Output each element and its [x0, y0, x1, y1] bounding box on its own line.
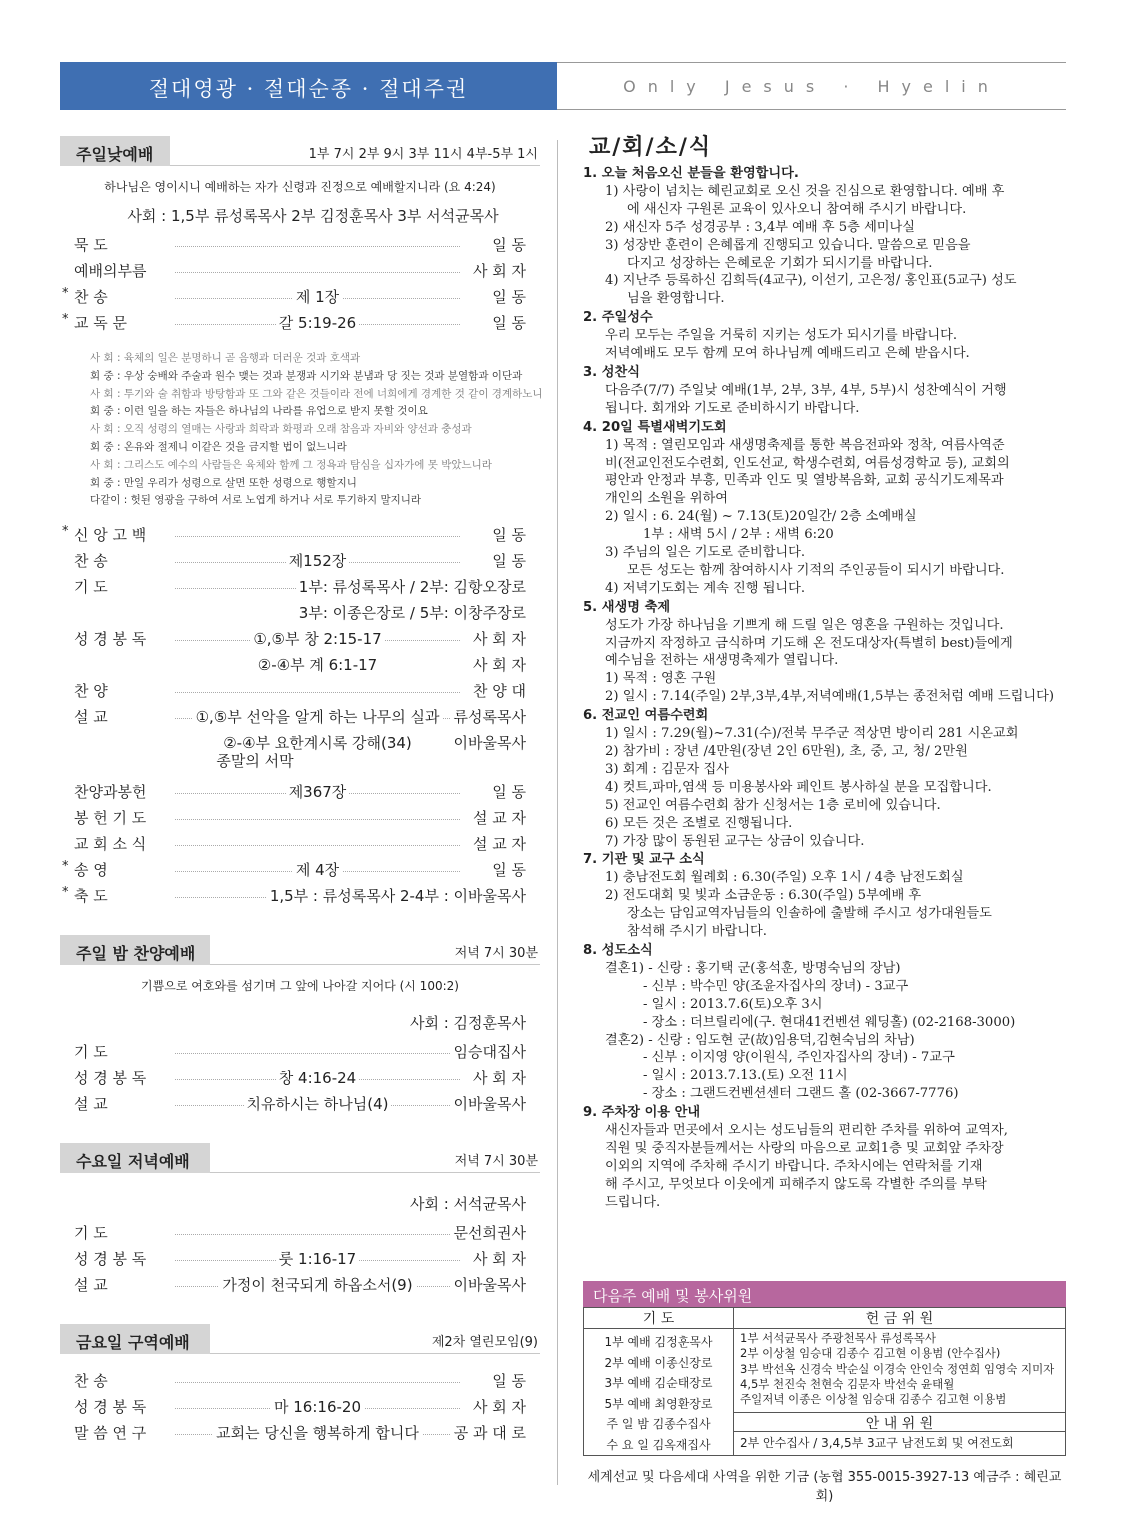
tagline-text: Only Jesus · Hyelin — [623, 77, 1000, 96]
required-marker: * — [62, 312, 69, 327]
order-row — [60, 1420, 540, 1446]
news-line: - 장소 : 그랜드컨벤션센터 그랜드 홀 (02-3667-7776) — [643, 1086, 959, 1102]
news-line: 장소는 담임교역자님들의 인솔하에 출발해 주시고 성가대원들도 — [627, 906, 992, 922]
order-row — [60, 1246, 540, 1272]
order-label: 기 도 — [74, 1043, 108, 1062]
order-label: 교 회 소 식 — [74, 835, 147, 854]
offering-item: 4,5부 천진숙 천현숙 김문자 박선숙 윤태월 — [740, 1376, 955, 1391]
offering-footer: 세계선교 및 다음세대 사역을 위한 기금 (농협 355-0015-3927-13 예금주 : 혜린교회) — [587, 1470, 1062, 1504]
order-label: 성 경 봉 독 — [74, 1250, 147, 1269]
usher-head: 안 내 위 원 — [734, 1413, 1065, 1432]
order-label: 설 교 — [74, 708, 108, 727]
order-list — [60, 779, 540, 909]
news-line: 다음주(7/7) 주일낮 예배(1부, 2부, 3부, 4부, 5부)시 성찬예식이 거행 — [605, 382, 1007, 398]
order-leader: 일 동 — [489, 286, 526, 307]
order-leader: 임승대집사 — [451, 1041, 526, 1062]
offering-item: 주일저녁 이종은 이상철 임승대 김종수 김고현 이용범 — [740, 1392, 1007, 1407]
order-label: 찬 송 — [74, 1372, 108, 1391]
order-label: 봉 헌 기 도 — [74, 809, 147, 828]
order-leader: 이바울목사 — [451, 1093, 526, 1114]
order-row — [60, 600, 540, 626]
order-detail: 제367장 — [175, 781, 460, 802]
news-line: 됩니다. 회개와 기도로 준비하시기 바랍니다. — [605, 400, 860, 416]
order-detail: ①,⑤부 창 2:15-17 — [175, 628, 460, 649]
order-detail: ①,⑤부 선악을 알게 하는 나무의 실과 — [175, 706, 460, 727]
dot-leader — [175, 536, 460, 537]
required-marker: * — [62, 859, 69, 875]
wed-host: 사회 : 서석균목사 — [409, 1195, 526, 1214]
reading-line: 다같이 : 헛된 영광을 구하여 서로 노엽게 하거나 서로 투기하지 말지니라 — [90, 494, 422, 507]
section-time: 저녁 7시 30분 — [454, 1154, 538, 1170]
order-label: 송 영 — [74, 861, 108, 880]
section-header-sunday — [60, 136, 540, 166]
order-detail: 제 4장 — [175, 859, 460, 880]
order-label: 예배의부름 — [74, 262, 147, 280]
dot-leader — [175, 1234, 460, 1235]
order-row — [60, 258, 540, 284]
news-line: 지금까지 작정하고 금식하며 기도해 온 전도대상자(특별히 best)들에게 — [605, 635, 1013, 651]
news-line: 1부 : 새벽 5시 / 2부 : 새벽 6:20 — [643, 527, 834, 543]
order-label: 성 경 봉 독 — [74, 1398, 147, 1417]
sunday-verse: 하나님은 영이시니 예배하는 자가 신령과 진정으로 예배할지니라 (요 4:24) — [104, 180, 496, 194]
prayer-list — [584, 1329, 734, 1456]
order-leader: 일 동 — [489, 312, 526, 333]
news-line: 새신자들과 먼곳에서 오시는 성도님들의 편리한 주차를 위하여 교역자, — [605, 1123, 1008, 1139]
order-leader: 일 동 — [489, 524, 526, 545]
required-marker: * — [62, 885, 69, 901]
usher-text: 2부 안수집사 / 3,4,5부 3교구 남전도회 및 여전도회 — [740, 1436, 1014, 1451]
order-list — [60, 232, 540, 336]
order-leader: 1부: 류성록목사 / 2부: 김항오장로 — [296, 576, 526, 597]
news-line: 평안과 안정과 부흥, 민족과 인도 및 열방복음화, 교회 공식기도제목과 — [605, 473, 1004, 489]
order-leader: 사 회 자 — [470, 628, 526, 649]
order-detail: 갈 5:19-26 — [175, 312, 460, 333]
offering-item: 1부 서석균목사 주광천목사 류성록목사 — [740, 1331, 937, 1345]
news-line: 2) 일시 : 7.14(주일) 2부,3부,4부,저녁예배(1,5부는 종전처럼 예배 드립니다) — [605, 689, 1054, 705]
order-row — [60, 522, 540, 548]
news-line: 참석해 주시기 바랍니다. — [627, 924, 767, 940]
section-time: 저녁 7시 30분 — [454, 946, 538, 962]
order-label: 묵 도 — [74, 236, 108, 254]
order-leader: 사 회 자 — [470, 1248, 526, 1269]
news-line: 4) 저녁기도회는 계속 진행 됩니다. — [605, 580, 806, 596]
banner-slogan: 절대영광 · 절대순종 · 절대주권 — [148, 77, 469, 101]
news-heading: 1. 오늘 처음오신 분들을 환영합니다. — [583, 166, 799, 181]
order-leader: 이바울목사 — [451, 732, 526, 753]
sermon-subtitle: 종말의 서막 — [216, 752, 294, 771]
news-heading: 3. 성찬식 — [583, 364, 640, 380]
order-label: 성 경 봉 독 — [74, 1069, 147, 1088]
order-leader: 설 교 자 — [470, 807, 526, 828]
order-leader: 일 동 — [489, 859, 526, 880]
order-leader: 설 교 자 — [470, 833, 526, 854]
news-line: - 일시 : 2013.7.13.(토) 오전 11시 — [643, 1068, 848, 1084]
order-label: 설 교 — [74, 1276, 108, 1295]
order-leader: 문선희권사 — [451, 1222, 526, 1243]
sunday-host: 사회 : 1,5부 류성록목사 2부 김정훈목사 3부 서석균목사 — [127, 207, 499, 225]
prayer-item: 주 일 밤 김종수집사 — [606, 1417, 711, 1431]
order-label: 축 도 — [74, 887, 108, 906]
news-line: 에 새신자 구원론 교육이 있사오니 참여해 주시기 바랍니다. — [627, 201, 967, 217]
order-label: 신 앙 고 백 — [74, 526, 147, 545]
news-body — [583, 165, 1066, 1212]
news-line: 모든 성도는 함께 참여하시사 기적의 주인공들이 되시기 바랍니다. — [627, 562, 1005, 578]
order-label: 찬 송 — [74, 288, 108, 306]
news-line: 1) 사랑이 넘치는 혜린교회로 오신 것을 진심으로 환영합니다. 예배 후 — [605, 183, 1005, 199]
reading-line: 사 회 : 투기와 술 취함과 방탕함과 또 그와 같은 것들이라 전에 너희에게 경계한 것 같이 경계하노니 — [90, 387, 543, 400]
news-line: 3) 주님의 일은 기도로 준비합니다. — [605, 545, 806, 561]
news-line: 2) 일시 : 6. 24(월) ~ 7.13(토)20일간/ 2층 소예배실 — [605, 509, 917, 525]
news-line: 3) 성장반 훈련이 은혜롭게 진행되고 있습니다. 말씀으로 믿음을 — [605, 237, 971, 253]
news-line: 님을 환영합니다. — [627, 291, 725, 307]
news-line: 7) 가장 많이 동원된 교구는 상금이 있습니다. — [605, 833, 865, 849]
required-marker: * — [62, 286, 69, 301]
prayer-item: 1부 예배 김정훈목사 — [604, 1335, 713, 1349]
news-line: 4) 컷트,파마,염색 등 미용봉사와 페인트 봉사하실 분을 모집합니다. — [605, 779, 992, 795]
order-leader: 이바울목사 — [451, 1274, 526, 1295]
news-line: 1) 목적 : 열린모임과 새생명축제를 통한 복음전파와 정착, 여름사역준 — [605, 437, 1005, 453]
offering-item: 3부 박선옥 신경숙 박순실 이경숙 안인숙 정연희 임영숙 지미자 — [740, 1361, 1055, 1376]
news-line: 드립니다. — [605, 1194, 661, 1210]
order-label: 찬 송 — [74, 552, 108, 571]
news-title: 교/회/소/식 — [589, 134, 713, 160]
order-list — [60, 522, 540, 756]
order-row — [60, 1065, 540, 1091]
order-label: 말 씀 연 구 — [74, 1424, 147, 1443]
night-verse: 기쁨으로 여호와를 섬기며 그 앞에 나아갈 지어다 (시 100:2) — [141, 979, 459, 994]
news-line: 다지고 성장하는 은혜로운 기회가 되시기를 바랍니다. — [627, 255, 933, 271]
prayer-item: 2부 예배 이종신장로 — [604, 1355, 713, 1370]
order-row — [60, 730, 540, 756]
dot-leader — [175, 1382, 460, 1383]
order-row — [60, 1272, 540, 1298]
news-line: - 신부 : 이지영 양(이원식, 주인자집사의 장녀) - 7교구 — [643, 1050, 955, 1066]
news-heading: 5. 새생명 축제 — [583, 599, 671, 615]
order-label: 기 도 — [74, 578, 108, 597]
prayer-item: 3부 예배 김순태장로 — [604, 1376, 713, 1390]
news-heading: 9. 주차장 이용 안내 — [583, 1105, 701, 1121]
dot-leader — [175, 692, 460, 693]
news-heading: 8. 성도소식 — [583, 942, 653, 958]
order-detail: 마 16:16-20 — [175, 1396, 460, 1417]
section-time: 1부 7시 2부 9시 3부 11시 4부-5부 1시 — [308, 147, 538, 162]
news-line: 우리 모두는 주일을 거룩히 지키는 성도가 되시기를 바랍니다. — [605, 328, 958, 344]
order-row — [60, 779, 540, 805]
offering-head: 헌 금 위 원 — [734, 1308, 1066, 1329]
news-line: - 신부 : 박수민 양(조윤자집사의 장녀) - 3교구 — [643, 978, 909, 994]
news-line: 6) 모든 것은 조별로 진행됩니다. — [605, 815, 793, 831]
order-row — [60, 1368, 540, 1394]
order-leader: 사 회 자 — [470, 1067, 526, 1088]
news-line: 성도가 가장 하나님을 기쁘게 해 드릴 일은 영혼을 구원하는 것입니다. — [605, 617, 1004, 633]
order-detail: ②-④부 계 6:1-17 — [175, 654, 460, 675]
order-label: 교 독 문 — [74, 314, 128, 332]
news-line: 2) 참가비 : 장년 /4만원(장년 2인 6만원), 초, 중, 고, 청/ 2만원 — [605, 744, 968, 759]
section-header-fri — [60, 1324, 540, 1354]
order-leader: 일 동 — [489, 550, 526, 571]
news-line: - 장소 : 더브릴리에(구. 현대41컨벤션 웨딩홀) (02-2168-3000) — [643, 1014, 1016, 1030]
news-heading: 7. 기관 및 교구 소식 — [583, 852, 705, 868]
news-line: 이외의 지역에 주차해 주시기 바랍니다. 주차시에는 연락처를 기재 — [605, 1158, 983, 1174]
order-detail: 제 1장 — [175, 286, 460, 307]
order-list — [60, 1368, 540, 1446]
order-leader: 3부: 이종은장로 / 5부: 이창주장로 — [296, 602, 526, 623]
section-header-wed — [60, 1143, 540, 1173]
offering-item: 2부 이상철 임승대 김종수 김고현 이용범 (안수집사) — [740, 1346, 1001, 1361]
news-heading: 4. 20일 특별새벽기도회 — [583, 419, 727, 435]
order-leader: 류성록목사 — [451, 706, 526, 727]
news-line: 결혼2) - 신랑 : 임도현 군(故)임용덕,김현숙님의 차남) — [605, 1032, 915, 1048]
dot-leader — [175, 845, 460, 846]
order-row — [60, 1394, 540, 1420]
order-row — [60, 574, 540, 600]
order-leader: 일 동 — [489, 234, 526, 255]
news-line: 예수님을 전하는 새생명축제가 열립니다. — [605, 653, 839, 669]
news-line: 결혼1) - 신랑 : 홍기택 군(홍석훈, 방명숙님의 장남) — [605, 960, 901, 976]
order-detail: 창 4:16-24 — [175, 1067, 460, 1088]
reading-line: 회 중 : 만일 우리가 성령으로 살면 또한 성령으로 행할지니 — [90, 476, 357, 489]
order-leader: 1,5부 : 류성록목사 2-4부 : 이바울목사 — [267, 885, 526, 906]
news-column — [583, 130, 1066, 1212]
news-line: 개인의 소원을 위하여 — [605, 491, 729, 507]
responsive-reading — [90, 350, 543, 510]
section-title: 금요일 구역예배 — [76, 1333, 190, 1353]
dot-leader — [175, 1053, 460, 1054]
news-line: 비(전교인전도수련회, 인도선교, 학생수련회, 여름성경학교 등), 교회의 — [605, 455, 1010, 471]
order-leader: 사 회 자 — [470, 654, 526, 675]
reading-line: 사 회 : 그리스도 예수의 사람들은 육체와 함께 그 정욕과 탐심을 십자가에 못 박았느니라 — [90, 458, 492, 471]
order-label: 찬양과봉헌 — [74, 783, 147, 802]
order-row — [60, 704, 540, 730]
news-line: 해 주시고, 무엇보다 이웃에게 피해주지 않도록 각별한 주의를 부탁 — [605, 1176, 987, 1192]
order-row — [60, 1220, 540, 1246]
order-row — [60, 1091, 540, 1117]
header-tagline — [557, 62, 1066, 110]
news-line: - 일시 : 2013.7.6(토)오후 3시 — [643, 996, 823, 1012]
order-leader: 사 회 자 — [470, 1396, 526, 1417]
news-line: 직원 및 중직자분들께서는 사랑의 마음으로 교회1층 및 교회앞 주차장 — [605, 1140, 1004, 1156]
order-detail: ②-④부 요한계시록 강해(34) — [175, 732, 460, 753]
header-banner — [60, 62, 557, 110]
order-leader: 일 동 — [489, 781, 526, 802]
order-leader: 일 동 — [489, 1370, 526, 1391]
prayer-item: 수 요 일 김옥재집사 — [606, 1437, 711, 1452]
order-detail: 제152장 — [175, 550, 460, 571]
order-label: 찬 양 — [74, 682, 108, 701]
order-row — [60, 857, 540, 883]
order-row — [60, 678, 540, 704]
section-title: 수요일 저녁예배 — [76, 1152, 190, 1172]
order-detail: 교회는 당신을 행복하게 합니다 — [175, 1422, 460, 1443]
dot-leader — [175, 819, 460, 820]
order-detail: 룻 1:16-17 — [175, 1248, 460, 1269]
order-leader: 공 과 대 로 — [451, 1422, 526, 1443]
news-line: 1) 목적 : 영혼 구원 — [605, 671, 717, 687]
dot-leader — [175, 246, 460, 247]
order-list — [60, 1220, 540, 1298]
news-heading: 6. 전교인 여름수련회 — [583, 708, 709, 724]
order-row — [60, 805, 540, 831]
order-row — [60, 284, 540, 310]
order-detail: 가정이 천국되게 하옵소서(9) — [175, 1274, 460, 1295]
news-line: 저녁예배도 모두 함께 모여 하나님께 예배드리고 은혜 받읍시다. — [605, 346, 970, 362]
order-label: 성 경 봉 독 — [74, 630, 147, 649]
usher-cell — [734, 1413, 1066, 1456]
news-line: 2) 새신자 5주 성경공부 : 3,4부 예배 후 5층 세미나실 — [605, 219, 916, 235]
reading-line: 사 회 : 육체의 일은 분명하니 곧 음행과 더러운 것과 호색과 — [90, 352, 361, 364]
servers-table — [583, 1307, 1066, 1456]
worship-column — [60, 130, 543, 1446]
reading-line: 회 중 : 우상 숭배와 주술과 원수 맺는 것과 분쟁과 시기와 분냄과 당 짓는 것과 분열함과 이단과 — [90, 369, 523, 382]
prayer-head: 기 도 — [584, 1308, 734, 1329]
prayer-item: 5부 예배 최영환장로 — [604, 1396, 713, 1411]
night-host: 사회 : 김정훈목사 — [409, 1014, 526, 1033]
news-line: 3) 회계 : 김문자 집사 — [605, 761, 729, 777]
reading-line: 사 회 : 오직 성령의 열매는 사랑과 희락과 화평과 오래 참음과 자비와 양선과 충성과 — [90, 423, 472, 436]
news-line: 2) 전도대회 및 빛과 소금운동 : 6.30(주일) 5부예배 후 — [605, 888, 922, 904]
order-label: 기 도 — [74, 1224, 108, 1243]
servers-header: 다음주 예배 및 봉사위원 — [583, 1281, 1066, 1307]
order-leader: 찬 양 대 — [470, 680, 526, 701]
section-time: 제2차 열린모임(9) — [431, 1335, 538, 1351]
offering-list — [734, 1329, 1066, 1413]
order-row — [60, 626, 540, 652]
order-row — [60, 883, 540, 909]
dot-leader — [175, 272, 460, 273]
order-row — [60, 548, 540, 574]
order-row — [60, 652, 540, 678]
order-list — [60, 1039, 540, 1117]
news-heading: 2. 주일성수 — [583, 310, 653, 326]
news-line: 4) 지난주 등록하신 김희득(4교구), 이선기, 고은정/ 홍인표(5교구) 성도 — [605, 273, 1017, 289]
news-line: 5) 전교인 여름수련회 참가 신청서는 1층 로비에 있습니다. — [605, 797, 941, 813]
order-detail: 치유하시는 하나님(4) — [175, 1093, 460, 1114]
order-row — [60, 1039, 540, 1065]
order-row — [60, 831, 540, 857]
required-marker: * — [62, 524, 69, 540]
order-leader: 사 회 자 — [470, 260, 526, 281]
section-title: 주일 밤 찬양예배 — [76, 944, 196, 964]
order-row — [60, 232, 540, 258]
news-line: 1) 일시 : 7.29(월)~7.31(수)/전북 무주군 적상면 방이리 281 시온교회 — [605, 726, 1019, 742]
column-divider — [557, 140, 558, 1485]
section-title: 주일낮예배 — [76, 145, 154, 164]
reading-line: 회 중 : 이런 일을 하는 자들은 하나님의 나라를 유업으로 받지 못할 것이요 — [90, 405, 428, 418]
order-row — [60, 310, 540, 336]
section-header-night — [60, 935, 540, 965]
reading-line: 회 중 : 온유와 절제니 이같은 것을 금지할 법이 없느니라 — [90, 440, 347, 453]
news-line: 1) 충남전도회 월례회 : 6.30(주일) 오후 1시 / 4층 남전도회실 — [605, 870, 964, 886]
order-label: 설 교 — [74, 1095, 108, 1114]
